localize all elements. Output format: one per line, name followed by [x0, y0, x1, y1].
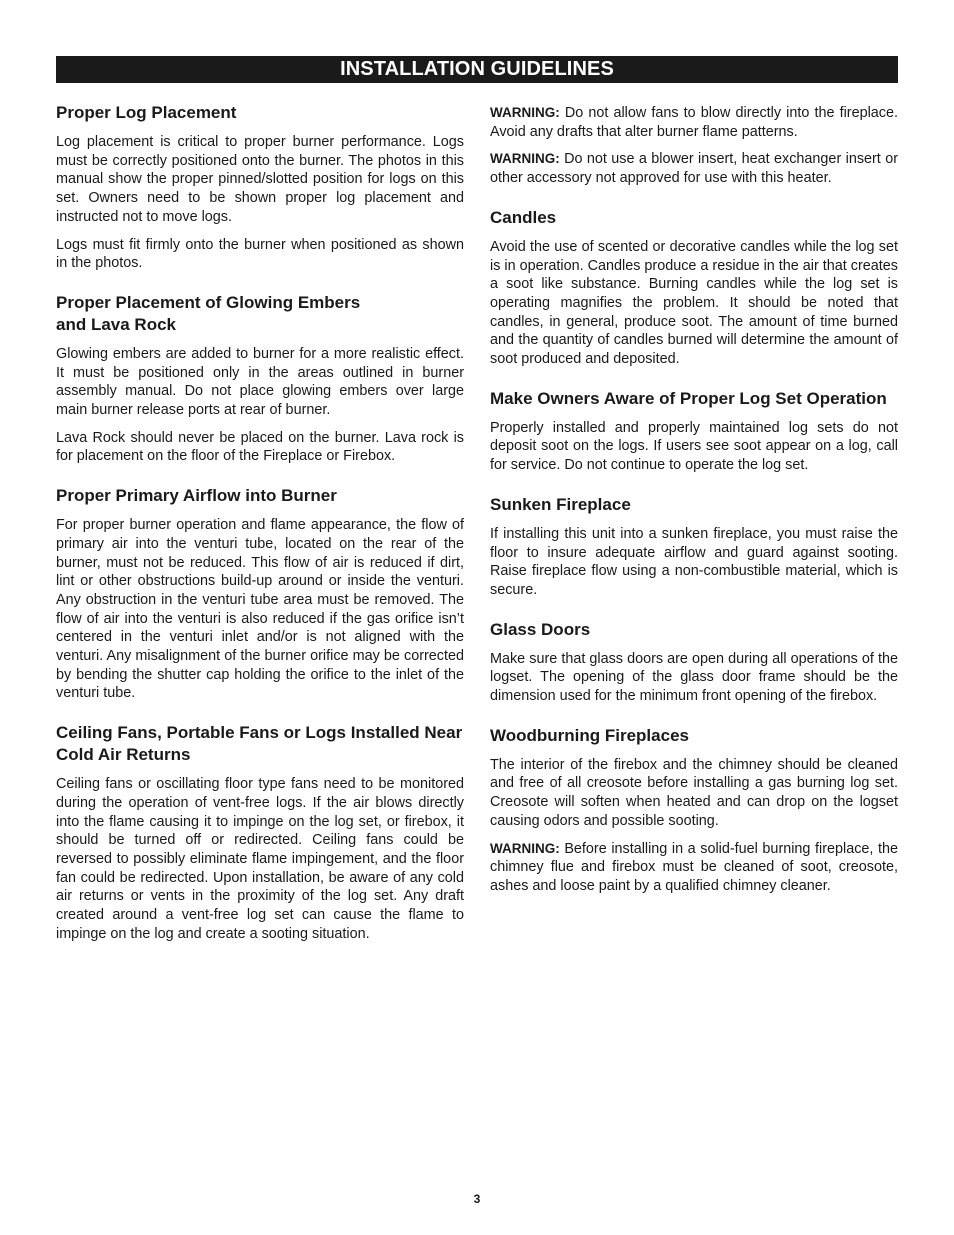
page-title: INSTALLATION GUIDELINES: [56, 56, 898, 83]
warning-paragraph: [490, 104, 898, 141]
paragraph: Properly installed and properly maintained log sets do not deposit soot on the logs. If users see soot appear on a log, call for service. Do not continue to operate the log set.: [490, 419, 898, 474]
paragraph: Lava Rock should never be placed on the burner. Lava rock is for placement on the floor of the Fireplace or Firebox.: [56, 429, 464, 465]
section-fan-warnings: [490, 104, 898, 188]
paragraph: Ceiling fans or oscillating floor type fans need to be monitored during the operation of vent-free logs. If the air blows directly into the flame causing it to impinge on the log set, or firebox, it should be turned off or redirected. Ceiling fans could be reversed to possibly eliminate flame impingement, and the floor fan could be redirected. Upon installation, be aware of any cold air returns or vents in the proximity of the log set. Any draft created around a vent-free log set can cause the flame to impinge on the log and create a sooting situation.: [56, 776, 464, 942]
paragraph: Glowing embers are added to burner for a more realistic effect. It must be positioned only in the areas outlined in burner assembly manual. Do not place glowing embers over large main burner release ports at rear of burner.: [56, 345, 464, 419]
page-number: 3: [473, 1192, 481, 1206]
section-heading: Sunken Fireplace: [490, 494, 631, 514]
paragraph: The interior of the firebox and the chimney should be cleaned and free of all creosote before installing a gas burning log set. Creosote will soften when heated and can drop on the logset causing odors and possible sooting.: [490, 756, 898, 829]
section-heading: Woodburning Fireplaces: [490, 725, 689, 745]
section-ceiling-fans: [56, 722, 464, 943]
section-glowing-embers: [56, 292, 464, 466]
warning-label: WARNING:: [490, 151, 560, 167]
warning-label: WARNING:: [490, 840, 560, 856]
section-proper-log-placement: [56, 102, 464, 273]
section-glass-doors: [490, 619, 898, 706]
paragraph: For proper burner operation and flame appearance, the flow of primary air into the venturi tube, located on the rear of the burner, must not be reduced. This flow of air is reduced if dirt, lint or other obstructions build-up around or inside the venturi. Any obstruction in the venturi tube area must be removed. The flow of air into the venturi is also reduced if the gas orifice isn’t centered in the venturi inlet and/or is not aligned with the venturi. Any misalignment of the burner orifice may be corrected by bending the shutter cap holding the orifice to the inlet of the venturi tube.: [56, 517, 464, 702]
section-heading: Ceiling Fans, Portable Fans or Logs Installed Near Cold Air Returns: [56, 723, 463, 765]
section-heading: Proper Primary Airflow into Burner: [56, 486, 337, 506]
paragraph: Log placement is critical to proper burner performance. Logs must be correctly positioned onto the burner. The photos in this manual show the proper pinned/slotted position for logs on this set. Owners need to be shown proper log placement and instructed not to move logs.: [56, 134, 464, 225]
warning-label: WARNING:: [490, 105, 560, 120]
section-heading: Proper Log Placement: [56, 103, 237, 122]
warning-text: Do not allow fans to blow directly into the fireplace. Avoid any drafts that alter burner flame patterns.: [490, 105, 898, 140]
heading-line: Proper Placement of Glowing Embers: [56, 292, 361, 312]
section-heading: Glass Doors: [490, 619, 591, 639]
right-column: [490, 104, 898, 915]
section-sunken-fireplace: [490, 494, 898, 600]
section-candles: [490, 207, 898, 369]
warning-text: Do not use a blower insert, heat exchanger insert or other accessory not approved for use with this heater.: [490, 151, 898, 187]
paragraph: Avoid the use of scented or decorative candles while the log set is in operation. Candles produce a residue in the air that creates a soot like substance. Burning candles while the log set is operating magnifies the problem. It should be noted that candles, in general, produce soot. The amount of time burned and the quantity of candles burned will determine the amount of soot produced and deposited.: [490, 238, 898, 368]
warning-paragraph: [490, 840, 898, 896]
section-heading: Make Owners Aware of Proper Log Set Operation: [490, 388, 887, 408]
warning-paragraph: [490, 150, 898, 187]
left-column: [56, 102, 464, 963]
warning-text: Before installing in a solid-fuel burning fireplace, the chimney flue and firebox must be cleaned of soot, creosote, ashes and loose paint by a qualified chimney cleaner.: [490, 840, 898, 894]
paragraph: Make sure that glass doors are open during all operations of the logset. The opening of the glass door frame should be the dimension used for the minimum front opening of the firebox.: [490, 650, 898, 705]
heading-line: and Lava Rock: [56, 314, 176, 334]
section-owner-awareness: [490, 388, 898, 475]
paragraph: Logs must fit firmly onto the burner when positioned as shown in the photos.: [56, 236, 464, 272]
section-heading: [56, 292, 464, 336]
section-primary-airflow: [56, 485, 464, 703]
section-woodburning-fireplaces: [490, 725, 898, 896]
paragraph: If installing this unit into a sunken fireplace, you must raise the floor to insure adequate airflow and guard against sooting. Raise fireplace flow using a non-combustible material, which is secure.: [490, 525, 898, 598]
section-heading: Candles: [490, 207, 557, 227]
